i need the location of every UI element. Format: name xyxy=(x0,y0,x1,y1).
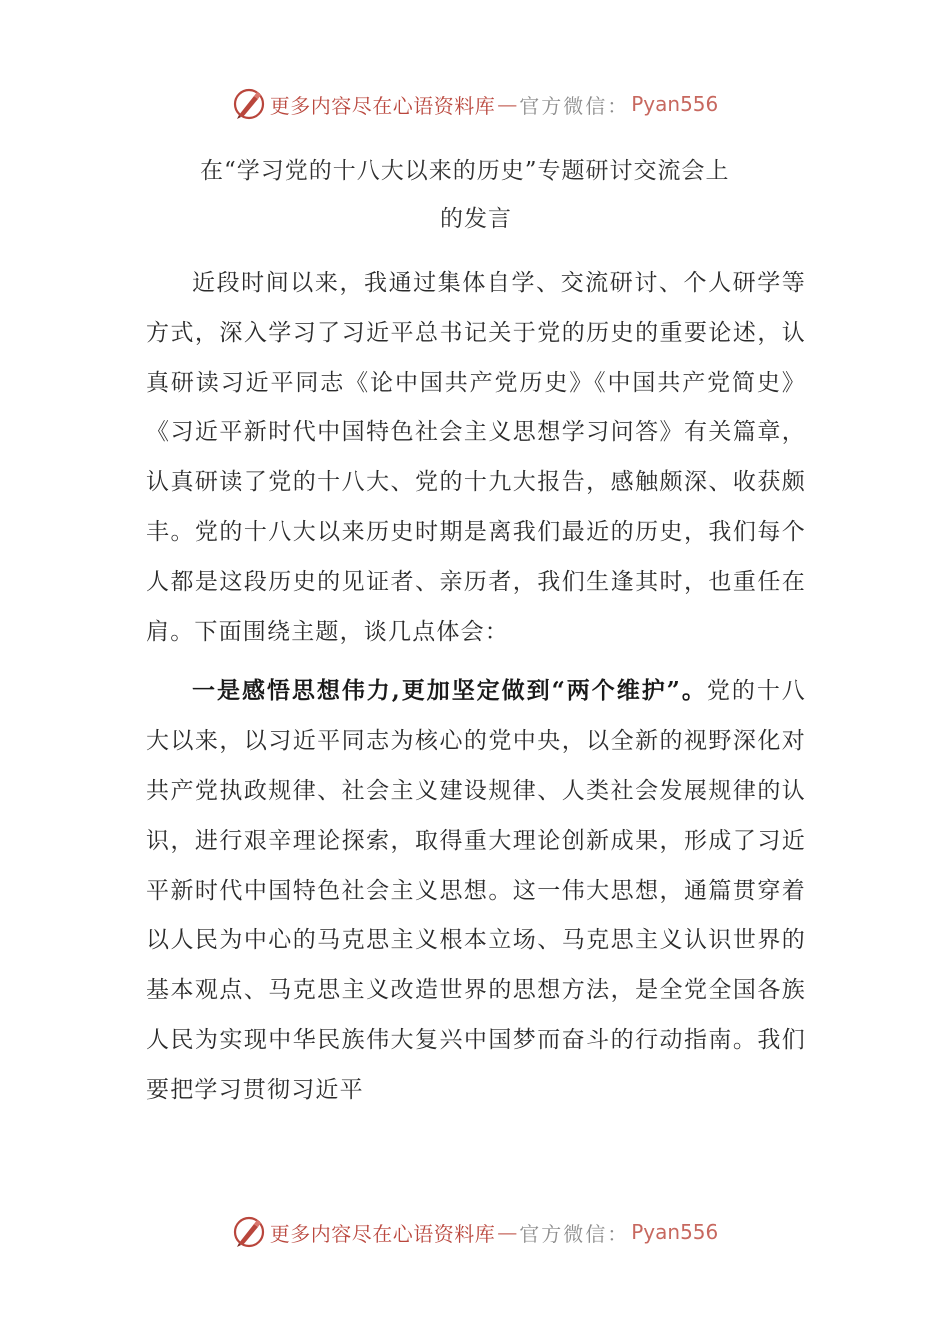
paragraph-point-one xyxy=(146,666,806,1115)
watermark-wechat-id: Pyan556 xyxy=(631,92,719,116)
header-watermark xyxy=(0,84,950,124)
watermark-label: 官方微信： xyxy=(519,93,630,118)
watermark-brand: 更多内容尽在心语资料库 xyxy=(269,1221,496,1246)
watermark-label: 官方微信： xyxy=(519,1221,630,1246)
paragraph-point-one-heading: 一是感悟思想伟力,更加坚定做到“两个维护”。 xyxy=(192,677,707,705)
document-body xyxy=(146,259,806,1116)
watermark-dash: — xyxy=(497,1220,518,1244)
pen-logo-icon xyxy=(232,1215,266,1249)
watermark-brand: 更多内容尽在心语资料库 xyxy=(269,93,496,118)
pen-logo-icon xyxy=(232,87,266,121)
footer-watermark xyxy=(0,1212,950,1252)
paragraph-intro: 近段时间以来，我通过集体自学、交流研讨、个人研学等方式，深入学习了习近平总书记关于党的历史的重要论述，认真研读习近平同志《论中国共产党历史》《中国共产党简史》《习近平新时代中国特色社会主义思想学习问答》有关篇章，认真研读了党的十八大、党的十九大报告，感触颇深、收获颇丰。党的十八大以来历史时期是离我们最近的历史，我们每个人都是这段历史的见证者、亲历者，我们生逢其时，也重任在肩。下面围绕主题，谈几点体会： xyxy=(146,270,806,645)
document-title-line2: 的发言 xyxy=(440,206,512,232)
watermark-dash: — xyxy=(497,92,518,116)
document-title-line1: 在“学习党的十八大以来的历史”专题研讨交流会上 xyxy=(200,158,730,184)
watermark-wechat-id: Pyan556 xyxy=(631,1220,719,1244)
paragraph-point-one-text: 党的十八大以来，以习近平同志为核心的党中央，以全新的视野深化对共产党执政规律、社会主义建设规律、人类社会发展规律的认识，进行艰辛理论探索，取得重大理论创新成果，形成了习近平新时代中国特色社会主义思想。这一伟大思想，通篇贯穿着以人民为中心的马克思主义根本立场、马克思主义认识世界的基本观点、马克思主义改造世界的思想方法，是全党全国各族人民为实现中华民族伟大复兴中国梦而奋斗的行动指南。我们要把学习贯彻习近平 xyxy=(146,678,806,1103)
